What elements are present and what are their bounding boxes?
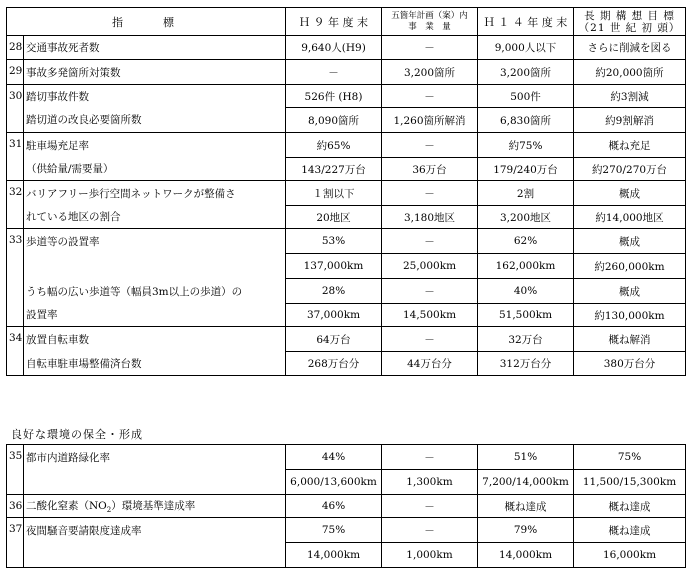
value-h14: 51,500km bbox=[478, 304, 574, 327]
row-number bbox=[7, 158, 24, 181]
row-number bbox=[7, 206, 24, 229]
row-number: 35 bbox=[7, 445, 24, 470]
indicator-label-part: 二酸化窒素（NO bbox=[26, 499, 107, 512]
value-h14: 14,000km bbox=[478, 543, 574, 568]
indicator-label: バリアフリー歩行空間ネットワークが整備さ bbox=[24, 181, 286, 206]
row-number: 32 bbox=[7, 181, 24, 206]
value-h14: 179/240万台 bbox=[478, 158, 574, 181]
table-row bbox=[7, 60, 686, 85]
value-longterm: 約9割解消 bbox=[574, 108, 686, 133]
value-longterm: 380万台分 bbox=[574, 352, 686, 376]
value-plan: － bbox=[382, 327, 478, 352]
value-h9: 37,000km bbox=[286, 304, 382, 327]
value-h14: 約75% bbox=[478, 133, 574, 158]
value-h14: 79% bbox=[478, 518, 574, 543]
indicator-label bbox=[24, 470, 286, 495]
indicator-label: 事故多発箇所対策数 bbox=[24, 60, 286, 85]
indicator-label: 交通事故死者数 bbox=[24, 36, 286, 60]
indicator-label: 歩道等の設置率 bbox=[24, 229, 286, 254]
value-longterm: 約130,000km bbox=[574, 304, 686, 327]
value-plan: － bbox=[382, 518, 478, 543]
value-h14: 32万台 bbox=[478, 327, 574, 352]
table-row bbox=[7, 158, 686, 181]
row-number bbox=[7, 108, 24, 133]
value-plan: － bbox=[382, 85, 478, 108]
section-heading: 良好な環境の保全・形成 bbox=[11, 428, 143, 441]
value-plan: 44万台分 bbox=[382, 352, 478, 376]
table-row bbox=[7, 304, 686, 327]
value-h9: 137,000km bbox=[286, 254, 382, 279]
value-longterm: 約270/270万台 bbox=[574, 158, 686, 181]
value-longterm: 約20,000箇所 bbox=[574, 60, 686, 85]
table-row bbox=[7, 470, 686, 495]
table-row bbox=[7, 518, 686, 543]
value-plan: 3,200箇所 bbox=[382, 60, 478, 85]
row-number: 30 bbox=[7, 85, 24, 108]
table-row bbox=[7, 85, 686, 108]
table-row bbox=[7, 543, 686, 568]
value-h9: 28% bbox=[286, 279, 382, 304]
indicator-label: 都市内道路緑化率 bbox=[24, 445, 286, 470]
value-plan: 3,180地区 bbox=[382, 206, 478, 229]
value-longterm: 概成 bbox=[574, 181, 686, 206]
table-row bbox=[7, 181, 686, 206]
indicator-label: 踏切道の改良必要箇所数 bbox=[24, 108, 286, 133]
table-row bbox=[7, 229, 686, 254]
table-row bbox=[7, 445, 686, 470]
row-number bbox=[7, 304, 24, 327]
table-row bbox=[7, 36, 686, 60]
indicator-label: れている地区の割合 bbox=[24, 206, 286, 229]
value-h14: 3,200地区 bbox=[478, 206, 574, 229]
row-number: 28 bbox=[7, 36, 24, 60]
table-row bbox=[7, 206, 686, 229]
value-longterm: 概成 bbox=[574, 279, 686, 304]
value-plan: 1,300km bbox=[382, 470, 478, 495]
table-row bbox=[7, 327, 686, 352]
row-number: 29 bbox=[7, 60, 24, 85]
header-indicator: 指 標 bbox=[7, 8, 286, 36]
value-h9: 46% bbox=[286, 495, 382, 518]
value-plan: － bbox=[382, 36, 478, 60]
value-longterm: 約14,000地区 bbox=[574, 206, 686, 229]
value-plan: 14,500km bbox=[382, 304, 478, 327]
value-longterm: 16,000km bbox=[574, 543, 686, 568]
value-longterm: 概ね達成 bbox=[574, 518, 686, 543]
value-h9: 14,000km bbox=[286, 543, 382, 568]
table-row bbox=[7, 133, 686, 158]
row-number: 36 bbox=[7, 495, 24, 518]
value-h14: 2割 bbox=[478, 181, 574, 206]
value-h14: 40% bbox=[478, 279, 574, 304]
value-h9: １割以下 bbox=[286, 181, 382, 206]
table-row bbox=[7, 495, 686, 518]
value-h9: 53% bbox=[286, 229, 382, 254]
row-number bbox=[7, 279, 24, 304]
row-number bbox=[7, 352, 24, 376]
value-h9: 268万台分 bbox=[286, 352, 382, 376]
table-header-row bbox=[7, 8, 686, 36]
value-longterm: 約3割減 bbox=[574, 85, 686, 108]
value-plan: － bbox=[382, 229, 478, 254]
indicator-label: （供給量/需要量） bbox=[24, 158, 286, 181]
row-number bbox=[7, 543, 24, 568]
value-h14: 500件 bbox=[478, 85, 574, 108]
row-number bbox=[7, 470, 24, 495]
table-row bbox=[7, 279, 686, 304]
value-plan: － bbox=[382, 133, 478, 158]
header-plan: 五箇年計画（案）内 事 業 量 bbox=[382, 8, 478, 36]
header-longterm: 長 期 構 想 目 標 （21 世 紀 初 頭） bbox=[574, 8, 686, 36]
value-longterm: 75% bbox=[574, 445, 686, 470]
value-longterm: 概ね達成 bbox=[574, 495, 686, 518]
value-h14: 312万台分 bbox=[478, 352, 574, 376]
value-plan: 36万台 bbox=[382, 158, 478, 181]
row-number bbox=[7, 254, 24, 279]
value-h14: 62% bbox=[478, 229, 574, 254]
row-number: 34 bbox=[7, 327, 24, 352]
header-h14: Ｈ １ ４ 年 度 末 bbox=[478, 8, 574, 36]
indicator-label: 自転車駐車場整備済台数 bbox=[24, 352, 286, 376]
value-plan: － bbox=[382, 279, 478, 304]
indicator-label bbox=[24, 495, 286, 518]
value-h9: － bbox=[286, 60, 382, 85]
value-h14: 9,000人以下 bbox=[478, 36, 574, 60]
indicator-subscript: 2 bbox=[106, 506, 112, 515]
indicator-label: 駐車場充足率 bbox=[24, 133, 286, 158]
table-row bbox=[7, 352, 686, 376]
value-plan: － bbox=[382, 445, 478, 470]
value-longterm: さらに削減を図る bbox=[574, 36, 686, 60]
indicator-label bbox=[24, 543, 286, 568]
indicator-table-environment bbox=[6, 444, 686, 568]
indicator-label: うち幅の広い歩道等（幅員3m以上の歩道）の bbox=[24, 279, 286, 304]
value-h14: 概ね達成 bbox=[478, 495, 574, 518]
indicator-table-safety bbox=[6, 7, 686, 376]
value-h9: 8,090箇所 bbox=[286, 108, 382, 133]
value-h9: 44% bbox=[286, 445, 382, 470]
indicator-label: 設置率 bbox=[24, 304, 286, 327]
row-number: 31 bbox=[7, 133, 24, 158]
table-row bbox=[7, 254, 686, 279]
value-plan: 1,260箇所解消 bbox=[382, 108, 478, 133]
header-h9: Ｈ ９ 年 度 末 bbox=[286, 8, 382, 36]
value-h14: 6,830箇所 bbox=[478, 108, 574, 133]
indicator-label bbox=[24, 254, 286, 279]
indicator-label: 踏切事故件数 bbox=[24, 85, 286, 108]
value-longterm: 概ね解消 bbox=[574, 327, 686, 352]
indicator-label: 放置自転車数 bbox=[24, 327, 286, 352]
indicator-label-part: ）環境基準達成率 bbox=[111, 499, 196, 512]
value-plan: － bbox=[382, 495, 478, 518]
value-h14: 162,000km bbox=[478, 254, 574, 279]
value-h9: 6,000/13,600km bbox=[286, 470, 382, 495]
value-longterm: 概成 bbox=[574, 229, 686, 254]
table-row bbox=[7, 108, 686, 133]
value-h9: 75% bbox=[286, 518, 382, 543]
value-longterm: 約260,000km bbox=[574, 254, 686, 279]
value-h9: 143/227万台 bbox=[286, 158, 382, 181]
value-plan: 1,000km bbox=[382, 543, 478, 568]
value-h14: 3,200箇所 bbox=[478, 60, 574, 85]
value-longterm: 11,500/15,300km bbox=[574, 470, 686, 495]
row-number: 33 bbox=[7, 229, 24, 254]
value-h9: 9,640人(H9) bbox=[286, 36, 382, 60]
value-h9: 20地区 bbox=[286, 206, 382, 229]
value-plan: 25,000km bbox=[382, 254, 478, 279]
value-h9: 約65% bbox=[286, 133, 382, 158]
value-longterm: 概ね充足 bbox=[574, 133, 686, 158]
value-h9: 64万台 bbox=[286, 327, 382, 352]
value-plan: － bbox=[382, 181, 478, 206]
value-h9: 526件 (H8) bbox=[286, 85, 382, 108]
value-h14: 7,200/14,000km bbox=[478, 470, 574, 495]
indicator-label: 夜間騒音要請限度達成率 bbox=[24, 518, 286, 543]
row-number: 37 bbox=[7, 518, 24, 543]
value-h14: 51% bbox=[478, 445, 574, 470]
